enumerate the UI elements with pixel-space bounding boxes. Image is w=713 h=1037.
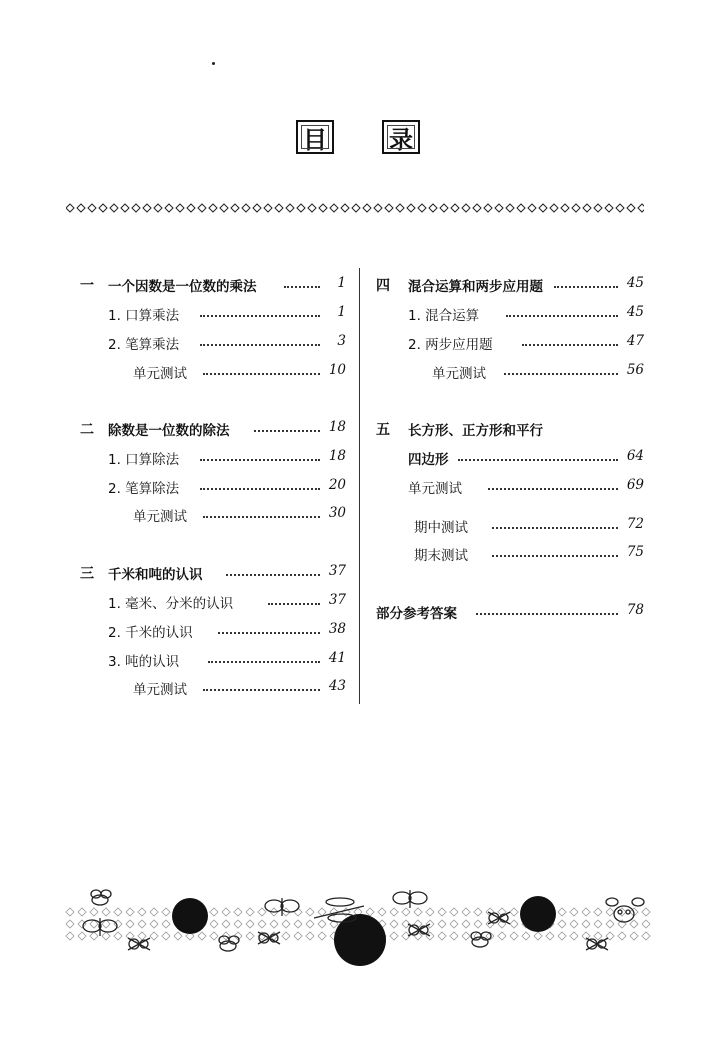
toc-entry-label: 2. 笔算除法 — [108, 481, 180, 497]
toc-entry-page: 56 — [626, 362, 644, 378]
leader-dots — [203, 361, 320, 375]
leader-dots — [226, 562, 320, 576]
toc-entry-page: 45 — [626, 304, 644, 320]
toc-entry[interactable] — [108, 619, 346, 641]
leader-dots — [522, 332, 618, 346]
leader-dots — [200, 447, 320, 461]
toc-entry[interactable] — [108, 302, 346, 324]
toc-entry-label: 部分参考答案 — [376, 606, 457, 622]
toc-entry[interactable] — [408, 331, 646, 353]
leader-dots — [208, 649, 320, 663]
toc-entry-page: 72 — [626, 516, 644, 532]
toc-entry-page: 37 — [328, 592, 346, 608]
toc-entry-page: 3 — [337, 333, 346, 349]
toc-entry-label: 长方形、正方形和平行 — [408, 423, 543, 439]
column-divider — [359, 268, 360, 704]
toc-entry-page: 1 — [337, 275, 346, 291]
toc-entry-page: 64 — [626, 448, 644, 464]
title-char-mu: 目 — [296, 120, 334, 154]
ant-icon — [128, 938, 150, 950]
leader-dots — [458, 447, 618, 461]
leader-dots — [554, 274, 618, 288]
leader-dots — [254, 418, 320, 432]
toc-entry-label: 1. 毫米、分米的认识 — [108, 596, 234, 612]
toc-entry-page: 38 — [328, 621, 346, 637]
toc-entry-chapter-5[interactable] — [408, 417, 646, 439]
toc-entry-page: 10 — [328, 362, 346, 378]
chapter-number-5: 五 — [376, 422, 390, 438]
toc-entry-chapter-5-cont[interactable] — [408, 446, 646, 468]
leader-dots — [218, 620, 320, 634]
title-char-lu: 录 — [382, 120, 420, 154]
toc-entry[interactable] — [432, 360, 646, 382]
flower-icon — [172, 898, 208, 934]
leader-dots — [268, 591, 320, 605]
toc-entry-chapter-2[interactable] — [108, 417, 346, 439]
toc-entry[interactable] — [108, 590, 346, 612]
toc-entry[interactable] — [133, 503, 346, 525]
toc-entry[interactable] — [108, 475, 346, 497]
toc-entry-chapter-3[interactable] — [108, 561, 346, 583]
toc-entry-page: 1 — [337, 304, 346, 320]
toc-entry-page: 37 — [328, 563, 346, 579]
leader-dots — [506, 303, 618, 317]
toc-entry-label: 2. 笔算乘法 — [108, 337, 180, 353]
toc-entry[interactable] — [133, 676, 346, 698]
chapter-number-4: 四 — [376, 278, 390, 294]
toc-entry-page: 30 — [328, 505, 346, 521]
leader-dots — [203, 504, 320, 518]
toc-entry-label: 单元测试 — [133, 509, 187, 525]
toc-entry-label: 期中测试 — [414, 520, 468, 536]
leader-dots — [200, 476, 320, 490]
toc-entry[interactable] — [133, 360, 346, 382]
toc-entry-label: 除数是一位数的除法 — [108, 423, 230, 439]
toc-entry-label: 单元测试 — [432, 366, 486, 382]
butterfly-icon — [265, 898, 299, 916]
toc-entry-label: 混合运算和两步应用题 — [408, 279, 543, 295]
toc-entry-label: 期末测试 — [414, 548, 468, 564]
toc-entry[interactable] — [414, 542, 646, 564]
toc-entry-page: 45 — [626, 275, 644, 291]
toc-entry-label: 1. 混合运算 — [408, 308, 480, 324]
chapter-number-3: 三 — [80, 566, 94, 582]
toc-entry[interactable] — [108, 648, 346, 670]
toc-entry-label: 1. 口算除法 — [108, 452, 180, 468]
butterfly-icon — [83, 918, 117, 936]
ornamental-divider — [66, 203, 644, 213]
toc-entry-page: 18 — [328, 419, 346, 435]
toc-entry-label: 1. 口算乘法 — [108, 308, 180, 324]
leader-dots — [284, 274, 320, 288]
leader-dots — [492, 543, 618, 557]
leader-dots — [476, 601, 618, 615]
toc-entry-page: 20 — [328, 477, 346, 493]
toc-entry-label: 单元测试 — [133, 682, 187, 698]
toc-entry-page: 18 — [328, 448, 346, 464]
chapter-number-1: 一 — [80, 278, 94, 294]
leader-dots — [504, 361, 618, 375]
toc-entry[interactable] — [414, 514, 646, 536]
toc-entry-label: 一个因数是一位数的乘法 — [108, 279, 257, 295]
toc-entry-page: 43 — [328, 678, 346, 694]
leader-dots — [200, 332, 320, 346]
toc-entry-page: 47 — [626, 333, 644, 349]
flower-icon — [520, 896, 556, 932]
toc-entry[interactable] — [408, 475, 646, 497]
ant-icon — [258, 932, 280, 944]
toc-entry[interactable] — [408, 302, 646, 324]
insect-decoration-border — [64, 878, 656, 970]
ink-speck — [212, 62, 215, 65]
leader-dots — [492, 515, 618, 529]
toc-entry-answers[interactable] — [376, 600, 646, 622]
bee-icon — [91, 890, 111, 905]
toc-entry-label: 2. 千米的认识 — [108, 625, 193, 641]
toc-entry-page: 69 — [626, 477, 644, 493]
toc-entry-label: 2. 两步应用题 — [408, 337, 493, 353]
chapter-number-2: 二 — [80, 422, 94, 438]
toc-entry-label: 四边形 — [408, 452, 449, 468]
leader-dots — [488, 476, 618, 490]
toc-entry-chapter-1[interactable] — [108, 273, 346, 295]
butterfly-icon — [393, 890, 427, 908]
ant-icon — [488, 912, 510, 924]
toc-entry-page: 41 — [328, 650, 346, 666]
ant-icon — [586, 938, 608, 950]
toc-entry-label: 千米和吨的认识 — [108, 567, 203, 583]
toc-entry-chapter-4[interactable] — [408, 273, 646, 295]
toc-entry-label: 单元测试 — [133, 366, 187, 382]
toc-entry[interactable] — [108, 446, 346, 468]
leader-dots — [200, 303, 320, 317]
toc-entry-label: 单元测试 — [408, 481, 462, 497]
toc-entry[interactable] — [108, 331, 346, 353]
toc-entry-label: 3. 吨的认识 — [108, 654, 180, 670]
ant-icon — [408, 924, 430, 936]
leader-dots — [203, 677, 320, 691]
toc-entry-page: 78 — [626, 602, 644, 618]
toc-entry-page: 75 — [626, 544, 644, 560]
